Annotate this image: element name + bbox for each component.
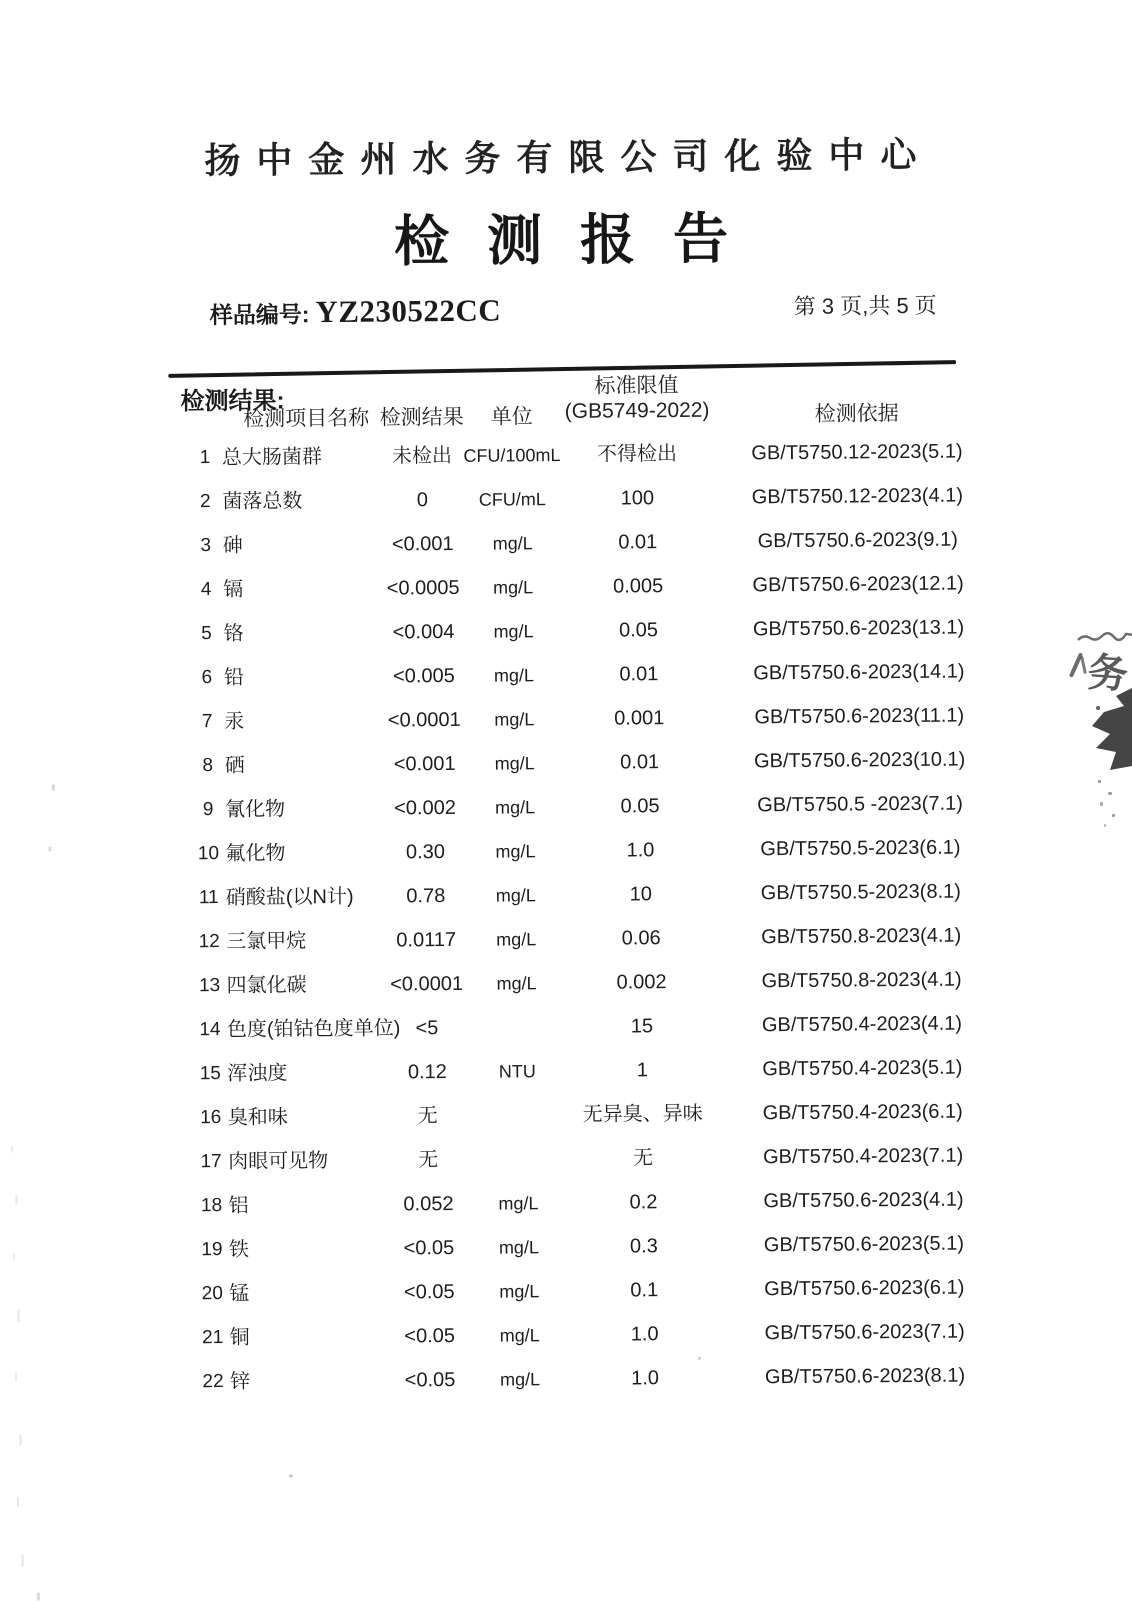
cell-name: 氰化物: [224, 798, 286, 821]
cell-unit: mg/L: [493, 577, 534, 598]
cell-no: 12: [198, 931, 220, 953]
table-row: [173, 1089, 993, 1140]
cell-result: <0.05: [403, 1280, 455, 1304]
cell-unit: [458, 1137, 578, 1182]
cell-unit: CFU/mL: [478, 489, 546, 510]
cell-no: 15: [199, 1063, 222, 1085]
cell-no: 3: [200, 535, 212, 557]
cell-result: 未检出: [391, 444, 453, 468]
table-row: [174, 1309, 994, 1360]
organization-name: 扬中金州水务有限公司化验中心: [204, 133, 933, 182]
cell-result: 0.78: [406, 885, 446, 908]
cell-result: <0.0001: [390, 972, 464, 996]
cell-unit: mg/L: [499, 1281, 540, 1302]
cell-basis: GB/T5750.4-2023(4.1): [761, 1012, 963, 1037]
cell-basis: GB/T5750.5-2023(6.1): [760, 836, 961, 861]
column-header-unit: 单位: [490, 405, 533, 429]
cell-result: <0.0005: [386, 576, 460, 600]
cell-name: 铝: [228, 1194, 249, 1217]
cell-basis: GB/T5750.4-2023(7.1): [762, 1144, 964, 1169]
cell-limit: 无: [633, 1147, 654, 1170]
cell-limit: 1.0: [630, 1323, 659, 1346]
cell-result: 0: [416, 489, 429, 512]
cell-name: 铜: [229, 1326, 250, 1349]
cell-limit: 1.0: [626, 839, 655, 862]
column-header-limit-standard: (GB5749-2022): [564, 398, 710, 423]
cell-limit: 10: [629, 883, 653, 906]
results-section-heading: 检测结果:: [180, 387, 285, 416]
cell-unit: mg/L: [494, 709, 535, 730]
cell-basis: GB/T5750.6-2023(5.1): [763, 1232, 965, 1257]
cell-no: 7: [201, 711, 213, 733]
cell-unit: mg/L: [498, 1193, 539, 1214]
cell-limit: 0.005: [613, 575, 664, 598]
cell-limit: 0.06: [621, 927, 661, 950]
sample-number-value: YZ230522CC: [315, 292, 502, 330]
cell-name: 浑浊度: [227, 1062, 288, 1085]
table-row: [171, 913, 991, 964]
cell-basis: GB/T5750.6-2023(14.1): [753, 660, 965, 685]
cell-limit: 0.1: [630, 1279, 659, 1302]
stamp-stroke-mark: [1080, 656, 1087, 674]
cell-basis: GB/T5750.12-2023(5.1): [751, 440, 963, 465]
cell-name: 硒: [224, 754, 245, 777]
cell-basis: GB/T5750.6-2023(10.1): [753, 748, 966, 773]
table-row: [168, 605, 988, 656]
cell-basis: GB/T5750.6-2023(7.1): [764, 1320, 965, 1345]
cell-no: 16: [200, 1107, 222, 1129]
table-row: [171, 869, 991, 920]
cell-unit: mg/L: [499, 1369, 541, 1390]
cell-unit: mg/L: [496, 929, 537, 950]
cell-result: <0.002: [394, 796, 457, 820]
cell-result: <5: [415, 1017, 439, 1040]
cell-result: 0.30: [405, 841, 446, 864]
cell-no: 8: [202, 755, 214, 777]
cell-basis: GB/T5750.6-2023(9.1): [757, 528, 958, 553]
cell-no: 14: [199, 1019, 221, 1041]
cell-basis: GB/T5750.6-2023(12.1): [752, 572, 964, 597]
table-row: [172, 1045, 992, 1096]
cell-name: 铬: [223, 622, 244, 645]
cell-name: 四氯化碳: [226, 974, 307, 997]
cell-result: <0.0001: [387, 708, 461, 732]
cell-basis: GB/T5750.6-2023(4.1): [763, 1188, 964, 1213]
cell-result: 0.052: [403, 1192, 454, 1216]
cell-limit: 1.0: [631, 1367, 660, 1390]
cell-name: 锌: [229, 1370, 251, 1393]
page-indicator: 第 3 页,共 5 页: [793, 292, 937, 319]
cell-limit: 无异臭、异味: [582, 1102, 703, 1126]
table-row: [174, 1221, 994, 1272]
cell-unit: [458, 1093, 578, 1138]
cell-limit: 0.3: [629, 1235, 658, 1258]
table-row: [175, 1353, 995, 1404]
cell-no: 4: [200, 579, 212, 601]
cell-basis: GB/T5750.6-2023(11.1): [754, 704, 965, 729]
cell-name: 砷: [222, 534, 243, 557]
stamp-fragment: [1060, 620, 1132, 830]
cell-no: 5: [201, 623, 212, 645]
cell-name: 色度(铂钴色度单位): [226, 1017, 401, 1041]
cell-no: 13: [198, 975, 221, 997]
results-table: [167, 429, 995, 1404]
cell-no: 20: [201, 1283, 223, 1305]
cell-unit: mg/L: [498, 1237, 540, 1258]
cell-unit: mg/L: [496, 973, 537, 994]
cell-no: 11: [198, 887, 219, 909]
cell-no: 18: [200, 1195, 223, 1217]
cell-unit: mg/L: [492, 533, 533, 554]
cell-result: <0.001: [391, 532, 454, 556]
column-header-limit-title: 标准限值: [594, 374, 679, 398]
cell-basis: GB/T5750.6-2023(8.1): [764, 1364, 966, 1389]
cell-name: 三氯甲烷: [226, 930, 307, 953]
sample-number-label: 样品编号:: [209, 301, 310, 329]
cell-name: 汞: [224, 710, 245, 733]
sample-number: [210, 293, 502, 332]
cell-unit: mg/L: [495, 841, 536, 862]
cell-unit: NTU: [498, 1061, 536, 1082]
table-row: [169, 649, 989, 700]
cell-result: <0.05: [404, 1368, 456, 1392]
table-row: [167, 473, 987, 524]
cell-result: 无: [418, 1149, 439, 1172]
table-row: [169, 693, 989, 744]
cell-unit: mg/L: [494, 797, 536, 818]
cell-limit: 0.01: [619, 663, 659, 686]
cell-result: <0.05: [403, 1236, 455, 1260]
cell-basis: GB/T5750.4-2023(5.1): [762, 1056, 963, 1081]
cell-name: 菌落总数: [222, 490, 303, 513]
cell-limit: 0.002: [616, 971, 667, 994]
cell-name: 铁: [228, 1238, 250, 1261]
table-row: [168, 517, 988, 568]
cell-result: <0.05: [404, 1324, 456, 1348]
stamp-character: 务: [1086, 650, 1130, 698]
cell-name: 肉眼可见物: [228, 1150, 329, 1173]
cell-basis: GB/T5750.8-2023(4.1): [761, 924, 962, 949]
cell-basis: GB/T5750.8-2023(4.1): [761, 968, 962, 993]
cell-basis: GB/T5750.5-2023(8.1): [760, 880, 961, 905]
cell-no: 21: [202, 1327, 224, 1349]
table-row: [167, 429, 987, 480]
cell-unit: mg/L: [499, 1325, 540, 1346]
cell-limit: 0.05: [620, 795, 660, 818]
cell-unit: CFU/100mL: [463, 445, 561, 466]
cell-unit: mg/L: [495, 885, 536, 906]
table-row: [174, 1265, 994, 1316]
cell-no: 9: [202, 799, 214, 821]
cell-result: 0.12: [407, 1061, 447, 1084]
cell-limit: 0.01: [618, 531, 658, 554]
cell-no: 17: [200, 1151, 222, 1173]
cell-no: 22: [202, 1371, 224, 1393]
cell-unit: mg/L: [493, 621, 534, 642]
cell-no: 2: [199, 491, 211, 513]
table-row: [168, 561, 988, 612]
cell-name: 镉: [223, 578, 244, 601]
cell-no: 6: [201, 667, 213, 689]
cell-basis: GB/T5750.12-2023(4.1): [751, 484, 964, 509]
cell-basis: GB/T5750.4-2023(6.1): [762, 1100, 963, 1125]
table-row: [170, 781, 990, 832]
cell-name: 锰: [229, 1282, 250, 1305]
cell-name: 臭和味: [227, 1106, 288, 1129]
cell-result: <0.005: [392, 664, 455, 688]
cell-name: 氟化物: [225, 842, 286, 865]
cell-name: 铅: [223, 666, 245, 689]
cell-limit: 15: [630, 1015, 654, 1038]
cell-result: 无: [417, 1105, 438, 1128]
report-title: 检测报告: [393, 207, 767, 273]
cell-result: 0.0117: [396, 928, 457, 952]
table-row: [173, 1133, 993, 1184]
table-row: [171, 957, 991, 1008]
cell-no: 1: [199, 447, 211, 469]
cell-result: <0.001: [393, 752, 456, 776]
ink-blob: [1088, 686, 1132, 776]
cell-limit: 100: [620, 487, 655, 510]
cell-no: 19: [201, 1239, 223, 1261]
cell-limit: 不得检出: [596, 443, 678, 466]
cell-result: <0.004: [392, 620, 455, 644]
column-header-basis: 检测依据: [814, 402, 899, 426]
table-row: [170, 737, 990, 788]
cell-name: 总大肠菌群: [221, 446, 323, 469]
cell-limit: 0.2: [629, 1191, 658, 1214]
cell-limit: 1: [636, 1059, 649, 1082]
cell-no: 10: [197, 843, 220, 865]
cell-basis: GB/T5750.5 -2023(7.1): [757, 792, 963, 817]
cell-basis: GB/T5750.6-2023(6.1): [764, 1276, 965, 1301]
cell-limit: 0.001: [614, 707, 665, 730]
table-row: [172, 1001, 992, 1052]
column-header-item-name: 检测项目名称: [243, 406, 370, 431]
cell-unit: [457, 1005, 577, 1050]
table-row: [170, 825, 990, 876]
cell-unit: mg/L: [494, 753, 535, 774]
cell-limit: 0.05: [618, 619, 659, 642]
cell-unit: mg/L: [493, 665, 535, 686]
table-row: [173, 1177, 993, 1228]
cell-basis: GB/T5750.6-2023(13.1): [752, 616, 965, 641]
cell-name: 硝酸盐(以N计): [225, 885, 354, 909]
column-header-result: 检测结果: [379, 405, 464, 430]
cell-limit: 0.01: [620, 751, 660, 774]
